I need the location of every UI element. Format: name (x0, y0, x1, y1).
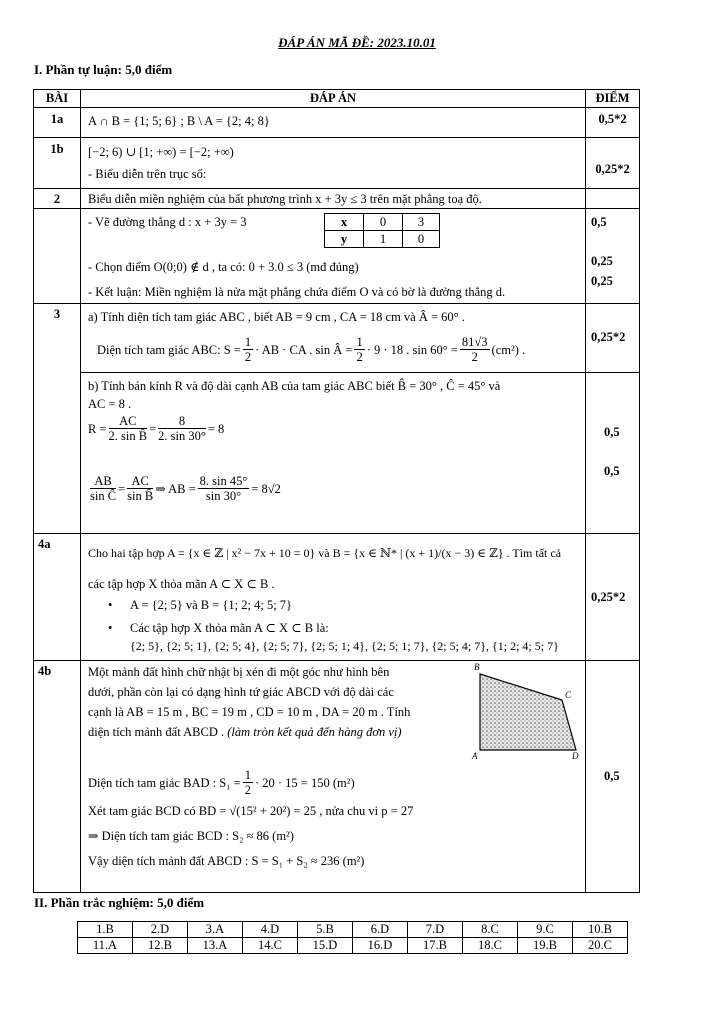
score-2-step2: 0,25 (591, 254, 613, 268)
answer-4b-s2: ⇒ Diện tích tam giác BCD : S₂ ≈ 86 (m²) (88, 829, 294, 843)
score-2-step3: 0,25 (591, 274, 613, 288)
mcq-answer: 7.D (408, 922, 463, 938)
answer-4a-sets: {2; 5}, {2; 5; 1}, {2; 5; 4}, {2; 5; 7}, {2; 5; 1; 4}, {2; 5; 1; 7}, {2; 5; 4; 7}, {1; 2; 4; 5; 7} (130, 639, 559, 653)
answer-2-step1: - Vẽ đường thẳng d : x + 3y = 3 (88, 215, 247, 229)
answer-3a-area: Diện tích tam giác ABC: S = $\frac{1}{2}$ · AB · CA . sin Â = $\frac{1}{2}$ · 9 · 18 . sin 60° = $\frac{81√3}{2}$ (cm²) . (97, 335, 526, 364)
mcq-row-1 (78, 922, 628, 938)
problem-2-statement: Biểu diễn miền nghiệm của bất phương trình x + 3y ≤ 3 trên mặt phẳng toạ độ. (88, 192, 482, 206)
row-label-3: 3 (53, 307, 61, 321)
row-label-1b: 1b (50, 142, 64, 156)
value-table-y1: 0 (403, 231, 440, 248)
fraction-half: $\frac{1}{2}$ (244, 335, 252, 364)
land-figure (466, 662, 586, 762)
mcq-answer: 15.D (298, 938, 353, 954)
mcq-answer-table (77, 921, 628, 954)
answer-3b-ab: $\frac{AB}{\text{sin Ĉ}}$ = $\frac{AC}{\text{sin B̂}}$ ⇒ AB = $\frac{8. \sin 45^\circ}{\sin 30^\circ}$ = 8√2 (90, 474, 281, 503)
mcq-answer: 18.C (463, 938, 518, 954)
problem-4b-line3: cạnh là AB = 15 m , BC = 19 m , CD = 10 m , DA = 20 m . Tính (88, 705, 411, 719)
mcq-answer: 8.C (463, 922, 518, 938)
mcq-answer: 6.D (353, 922, 408, 938)
problem-4b-line4: diện tích mảnh đất ABCD . (làm tròn kết quả đến hàng đơn vị) (88, 725, 402, 739)
mcq-answer: 2.D (133, 922, 188, 938)
mcq-answer: 10.B (573, 922, 628, 938)
answer-1b-number-line: - Biểu diễn trên trục số: (88, 167, 207, 181)
problem-4b-line1: Một mảnh đất hình chữ nhật bị xén đi một góc như hình bên (88, 665, 390, 679)
vertex-b-label: B (474, 662, 480, 672)
mcq-answer: 19.B (518, 938, 573, 954)
value-table (324, 213, 440, 248)
mcq-answer: 11.A (78, 938, 133, 954)
mcq-answer: 14.C (243, 938, 298, 954)
problem-3a-statement: a) Tính diện tích tam giác ABC , biết AB = 9 cm , CA = 18 cm và Â = 60° . (88, 310, 465, 324)
score-3a: 0,25*2 (591, 330, 626, 344)
mcq-answer: 20.C (573, 938, 628, 954)
row-label-2: 2 (53, 192, 61, 206)
header-bai: BÀI (45, 91, 69, 105)
value-table-x0: 0 (364, 214, 403, 231)
bullet-dot-2: • (108, 621, 113, 635)
mcq-answer: 1.B (78, 922, 133, 938)
bullet-dot-1: • (108, 598, 113, 612)
mcq-answer: 9.C (518, 922, 573, 938)
answer-4a-bullet1: A = {2; 5} và B = {1; 2; 4; 5; 7} (130, 598, 293, 612)
vertex-d-label: D (572, 751, 579, 761)
answer-4b-bcd: Xét tam giác BCD có BD = √(15² + 20²) = 25 , nửa chu vi p = 27 (88, 804, 414, 818)
section-essay-title: I. Phần tự luận: 5,0 điểm (34, 62, 173, 77)
score-4a: 0,25*2 (591, 590, 626, 604)
row-label-1a: 1a (50, 112, 64, 126)
answer-2-step3: - Kết luận: Miền nghiệm là nửa mặt phẳng chứa điểm O và có bờ là đường thẳng d. (88, 285, 506, 299)
vertex-a-label: A (472, 751, 478, 761)
fraction-half-2: $\frac{1}{2}$ (356, 335, 363, 364)
answer-1a: A ∩ B = {1; 5; 6} ; B \ A = {2; 4; 8} (88, 114, 270, 128)
mcq-answer: 16.D (353, 938, 408, 954)
mcq-row-2 (78, 938, 628, 954)
problem-4b-line2: dưới, phần còn lại có dạng hình tứ giác ABCD với độ dài các (88, 685, 394, 699)
fraction-result: $\frac{81√3}{2}$ (461, 335, 488, 364)
mcq-answer: 4.D (243, 922, 298, 938)
score-4b: 0,5 (604, 769, 620, 783)
value-table-x1: 3 (403, 214, 440, 231)
score-1b: 0,25*2 (595, 162, 630, 176)
answer-2-step2: - Chọn điểm O(0;0) ∉ d , ta có: 0 + 3.0 ≤ 3 (mđ đúng) (88, 260, 359, 274)
answer-3b-radius: R = $\frac{AC}{\text{2. sin B̂}}$ = $\frac{8}{2. \sin 30^\circ}$ = 8 (88, 414, 225, 443)
problem-3b-statement-1: b) Tính bán kính R và độ dài cạnh AB của tam giác ABC biết B̂ = 30° , Ĉ = 45° và (88, 379, 501, 393)
mcq-answer: 3.A (188, 922, 243, 938)
answer-1b-union: [−2; 6) ∪ [1; +∞) = [−2; +∞) (88, 145, 234, 159)
score-3b-radius: 0,5 (604, 425, 620, 439)
answer-4a-bullet2: Các tập hợp X thỏa mãn A ⊂ X ⊂ B là: (130, 621, 329, 635)
problem-3b-statement-2: AC = 8 . (88, 397, 132, 411)
header-dap-an: ĐÁP ÁN (309, 91, 357, 105)
section-mcq-title: II. Phần trắc nghiệm: 5,0 điểm (34, 895, 205, 910)
mcq-answer: 5.B (298, 922, 353, 938)
answer-3a-label: Diện tích tam giác ABC: S = (97, 342, 241, 357)
value-table-y0: 1 (364, 231, 403, 248)
mcq-answer: 13.A (188, 938, 243, 954)
page-title: ĐÁP ÁN MÃ ĐỀ: 2023.10.01 (278, 35, 436, 50)
problem-4b-note: (làm tròn kết quả đến hàng đơn vị) (227, 725, 402, 739)
answer-4b-total: Vậy diện tích mảnh đất ABCD : S = S₁ + S₂ ≈ 236 (m²) (88, 854, 365, 868)
score-1a: 0,5*2 (598, 112, 627, 126)
row-label-4b: 4b (38, 664, 52, 678)
problem-4a-line2: các tập hợp X thỏa mãn A ⊂ X ⊂ B . (88, 577, 275, 591)
score-3b-ab: 0,5 (604, 464, 620, 478)
quadrilateral-abcd (480, 674, 576, 750)
value-table-x-label: x (325, 214, 364, 231)
problem-4a-line1: Cho hai tập hợp A = {x ∈ ℤ | x² − 7x + 10 = 0} và B = {x ∈ ℕ* | (x + 1)/(x − 3) ∈ ℤ} . Tìm tất cả (88, 546, 562, 560)
mcq-answer: 12.B (133, 938, 188, 954)
mcq-answer: 17.B (408, 938, 463, 954)
value-table-y-label: y (325, 231, 364, 248)
score-2-step1: 0,5 (591, 215, 607, 229)
header-diem: ĐIỂM (595, 91, 630, 105)
row-label-4a: 4a (38, 537, 51, 551)
answer-4b-s1: Diện tích tam giác BAD : S₁ = $\frac{1}{2}$ · 20 · 15 = 150 (m²) (88, 768, 355, 797)
vertex-c-label: C (565, 690, 572, 700)
